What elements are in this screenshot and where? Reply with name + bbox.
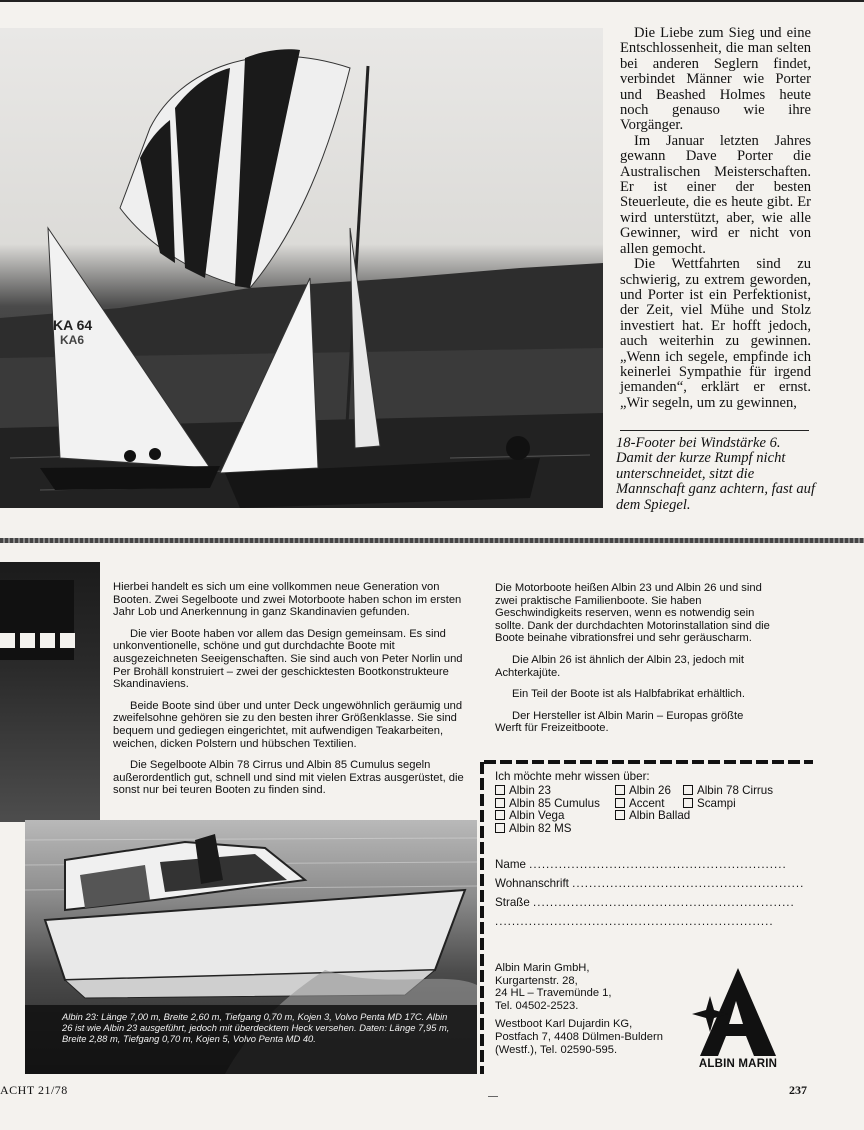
address-field[interactable]: Wohnanschrift ....................................................... — [495, 878, 805, 890]
coupon-border-top — [484, 760, 813, 764]
square — [20, 633, 35, 648]
checkbox[interactable] — [683, 785, 693, 795]
ad-paragraph: Ein Teil der Boote ist als Halbfabrikat erhältlich. — [512, 688, 745, 701]
option-albin-85-cumulus[interactable]: Albin 85 Cumulus — [495, 798, 600, 811]
ad-paragraph: Der Hersteller ist Albin Marin – Europas größte Werft für Freizeitboote. — [495, 709, 744, 735]
article-paragraph: Die Liebe zum Sieg und eine Entschlossenheit, die man selten bei anderen Seglern findet, verbindet Männer wie Porter und Beashed Holmes heute noch genauso wie ihre Vorgänger. — [620, 25, 811, 134]
option-albin-ballad[interactable]: Albin Ballad — [615, 810, 690, 823]
option-albin-vega[interactable]: Albin Vega — [495, 810, 564, 823]
sailing-photo — [0, 28, 603, 508]
top-rule — [0, 0, 864, 2]
company-name: Albin Marin GmbH, — [495, 962, 590, 974]
dealer-city: (Westf.), Tel. 02590-595. — [495, 1043, 618, 1056]
sail-number-mirrored: KA6 — [60, 333, 85, 347]
ad-paragraph: Beide Boote sind über und unter Deck ungewöhnlich geräumig und zweifelsohne gehören sie zu den besten ihrer Größenklasse. Sie sind bequem und gediegen eingerichtet, mit aufwendigen Teakarbeiten, weichen, dicken Polstern und hübschen Textilien. — [113, 699, 463, 750]
checkbox[interactable] — [615, 785, 625, 795]
option-scampi[interactable]: Scampi — [683, 798, 736, 811]
ad-paragraph: Die Motorboote heißen Albin 23 und Albin 26 und sind zwei praktische Familienboote. Sie haben Geschwindigkeits reserven, wenn es notwendig sein sollte. Dank der durchdachten Motorinstallation sind die Boote beinahe vibrationsfrei und sehr geräuscharm. — [495, 582, 770, 645]
coupon-border-left — [480, 762, 484, 1074]
sailing-photo-illustration — [0, 28, 603, 508]
photo-caption: 18-Footer bei Windstärke 6. Damit der kurze Rumpf nicht unterschneidet, sitzt die Mannschaft ganz achtern, fast auf dem Spiegel. — [616, 435, 816, 513]
checkbox[interactable] — [683, 798, 693, 808]
coupon-heading: Ich möchte mehr wissen über: — [495, 770, 650, 783]
article-paragraph: Die Wettfahrten sind zu schwierig, zu extrem geworden, und Porter ist ein Perfektionist, der Zeit, viel Mühe und Stolz investiert hat. Er hofft jedoch, auch weiterhin zu gewinnen. „Wenn ich segele, empfinde ich keinerlei Sympathie für irgend jemanden“, erklärt er ernst. „Wir segeln, um zu gewinnen, — [620, 256, 811, 411]
street-field[interactable]: Straße .............................................................. — [495, 897, 795, 909]
ad-paragraph: Die Segelboote Albin 78 Cirrus und Albin 85 Cumulus segeln außerordentlich gut, schnell und sind mit vielen Extras ausgerüstet, die sonst nur bei teuren Booten zu finden sind. — [113, 759, 464, 797]
checkbox[interactable] — [495, 785, 505, 795]
extra-address-field[interactable]: .................................................................. — [495, 916, 774, 928]
article-paragraph: Im Januar letzten Jahres gewann Dave Porter die Australischen Meisterschaften. Er ist einer der besten Steuerleute, die es heute gibt. Er wird unterstützt, aber, wie alle Gewinner, wird er nicht von allen gemocht. — [620, 132, 811, 257]
option-accent[interactable]: Accent — [615, 798, 664, 811]
option-albin-78-cirrus[interactable]: Albin 78 Cirrus — [683, 785, 773, 798]
info-request-coupon — [495, 770, 805, 928]
ad-paragraph: Die Albin 26 ist ähnlich der Albin 23, jedoch mit Achterkajüte. — [495, 653, 744, 679]
checkbox[interactable] — [495, 798, 505, 808]
decorative-black-box — [0, 580, 74, 660]
dealer-name: Westboot Karl Dujardin KG, — [495, 1018, 633, 1031]
square — [0, 633, 15, 648]
section-divider — [0, 538, 864, 543]
checkbox[interactable] — [495, 810, 505, 820]
logo-text: ALBIN MARIN — [698, 1058, 778, 1070]
sail-number: KA 64 — [53, 317, 93, 333]
checkbox[interactable] — [615, 810, 625, 820]
option-albin-26[interactable]: Albin 26 — [615, 785, 671, 798]
checkbox[interactable] — [615, 798, 625, 808]
decorative-squares — [0, 633, 75, 648]
company-address — [495, 962, 695, 1056]
option-albin-82-ms[interactable]: Albin 82 MS — [495, 823, 572, 836]
company-phone: Tel. 04502-2523. — [495, 999, 579, 1012]
company-city: 24 HL – Travemünde 1, — [495, 987, 612, 1000]
coupon-options — [495, 785, 805, 845]
checkbox[interactable] — [495, 823, 505, 833]
footer-mark — [488, 1096, 498, 1097]
square — [40, 633, 55, 648]
ad-paragraph: Hierbei handelt es sich um eine vollkommen neue Generation von Booten. Zwei Segelboote und zwei Motorboote haben schon im ersten Jahr Lob und Anerkennung in ganz Skandinavien gefunden. — [113, 581, 462, 619]
ad-paragraph: Die vier Boote haben vor allem das Design gemeinsam. Es sind unkonventionelle, schöne und gut durchdachte Boote mit ausgezeichneten Seeigenschaften. Sie sind auch von Peter Norlin und Per Brohäll konstruiert – zwei der geschicktesten Bootkonstrukteure Skandinaviens. — [113, 627, 463, 691]
page-number: 237 — [789, 1083, 807, 1097]
ad-column-1 — [113, 581, 478, 806]
option-albin-23[interactable]: Albin 23 — [495, 785, 551, 798]
ad-column-2 — [495, 582, 770, 744]
company-street: Kurgartenstr. 28, — [495, 974, 578, 987]
dealer-street: Postfach 7, 4408 Dülmen-Buldern — [495, 1030, 663, 1043]
square — [60, 633, 75, 648]
motorboat-caption: Albin 23: Länge 7,00 m, Breite 2,60 m, Tiefgang 0,70 m, Kojen 3, Volvo Penta MD 17C. Albin 26 ist wie Albin 23 ausgeführt, jedoch mit überdecktem Heck versehen. Daten: Länge 7,95 m, Breite 2,88 m, Tiefgang 0,70 m, Kojen 5, Volvo Penta MD 40. — [62, 1011, 450, 1044]
name-field[interactable]: Name ............................................................. — [495, 859, 787, 871]
magazine-issue: ACHT 21/78 — [0, 1083, 68, 1097]
logo-a-icon — [688, 966, 788, 1061]
caption-rule — [620, 430, 809, 431]
article-text — [620, 26, 811, 411]
